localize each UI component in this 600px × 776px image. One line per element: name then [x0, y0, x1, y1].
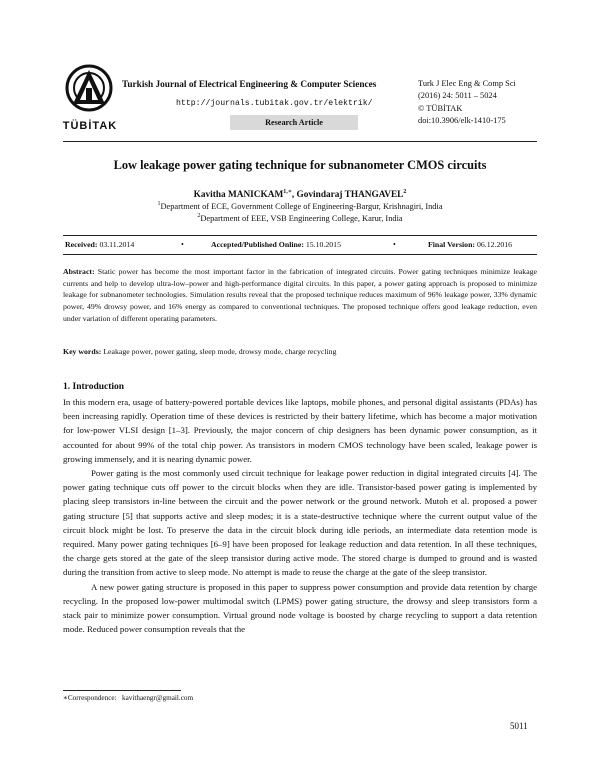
- footnote-rule: [63, 690, 181, 691]
- footnote-label: Correspondence:: [67, 694, 117, 702]
- journal-meta: [418, 78, 516, 127]
- section-heading: 1. Introduction: [63, 382, 125, 392]
- section-body: [63, 395, 537, 636]
- doi-link[interactable]: doi:10.3906/elk-1410-175: [418, 115, 506, 125]
- affil-text: Department of EEE, VSB Engineering College, Karur, India: [200, 214, 403, 223]
- header-divider: [63, 141, 537, 142]
- body-paragraph: Power gating is the most commonly used circuit technique for leakage power reduction in digital integrated circuits [4]. The power gating technique cuts off power to the circuit blocks when they are idle. Transistor-based power gating is implemented by placing sleep transistors in-line between the circuit and the power network or the ground network. Mutoh et al. proposed a power gating structure [5] that supports active and sleep modes; it is a state-destructive technique where the current output value of the circuit block might be lost. To preserve the data in the circuit block during idle periods, an intermediate data retention mode is required. Many power gating techniques [6–9] have been proposed for leakage reduction and data retention. In all these techniques, the charge gets stored at the gate of the sleep transistor during active mode. The stored charge is dumped to ground and is wasted during the transition from active to sleep mode. No attempt is made to reuse the charge at the gate of the sleep transistor.: [63, 468, 537, 578]
- author-separator: ,: [291, 190, 297, 200]
- affiliation-2: [0, 214, 600, 223]
- keywords-label: Key words:: [63, 347, 102, 356]
- logo-wordmark: TÜBİTAK: [62, 120, 118, 132]
- abstract-text: Static power has become the most important factor in the fabrication of integrated circuits. Power gating techniques minimize leakage currents and help to develop ultra-low–power and high-performance digital circuits. In this paper, a power gating approach is proposed to minimize leakage for subnanometer technologies. Simulation results reveal that the proposed technique reduces maximum of 96% leakage power, 33% dynamic power, 49% drowsy power, and 16% energy as compared to conventional techniques. The proposed technique offers good leakage reduction, even under variation of different operating parameters.: [63, 267, 538, 323]
- accepted-date: Accepted/Published Online: 15.10.2015: [211, 240, 341, 249]
- author-affil-mark: 2: [403, 188, 407, 195]
- copyright: © TÜBİTAK: [418, 103, 463, 113]
- final-date: Final Version: 06.12.2016: [428, 240, 513, 249]
- footnote: [63, 693, 193, 702]
- journal-url-link[interactable]: http://journals.tubitak.gov.tr/elektrik/: [176, 99, 373, 108]
- journal-name: Turkish Journal of Electrical Engineering & Computer Sciences: [122, 80, 377, 90]
- page-number: 5011: [510, 721, 528, 731]
- dates-row: [63, 240, 537, 252]
- author-line: [0, 190, 600, 200]
- keywords: [63, 346, 537, 358]
- author-name: Kavitha MANICKAM: [193, 190, 284, 200]
- paper-title: Low leakage power gating technique for subnanometer CMOS circuits: [113, 158, 487, 172]
- abstract-label: Abstract:: [63, 267, 95, 276]
- bullet-icon: •: [393, 240, 396, 249]
- author-affil-mark: 1,∗: [283, 188, 292, 195]
- article-type-badge: Research Article: [230, 115, 358, 130]
- body-paragraph: A new power gating structure is proposed in this paper to suppress power consumption and provide data retention by charge recycling. In the proposed low-power multimodal switch (LPMS) power gating structure, the drowsy and sleep transistors form a stack pair to minimize power consumption. Virtual ground node voltage is boosted by charge recycling to support a data retention mode. Reduced power consumption reveals that the: [63, 581, 537, 635]
- abstract: [63, 266, 537, 325]
- affiliation-1: [0, 202, 600, 211]
- author-name: Govindaraj THANGAVEL: [296, 190, 404, 200]
- journal-abbrev: Turk J Elec Eng & Comp Sci: [418, 79, 516, 88]
- footnote-mark: ∗: [63, 694, 68, 702]
- received-date: Received: 03.11.2014: [65, 240, 135, 249]
- dates-bottom-rule: [63, 254, 537, 255]
- affil-mark: 1: [157, 201, 161, 208]
- citation: (2016) 24: 5011 – 5024: [418, 91, 497, 101]
- dates-top-rule: [63, 235, 537, 236]
- affil-mark: 2: [197, 213, 201, 220]
- bullet-icon: •: [181, 240, 184, 249]
- body-paragraph: In this modern era, usage of battery-powered portable devices like laptops, mobile phones, and personal digital assistants (PDAs) has been increasing rapidly. Operation time of these devices is restricted by their battery lifetime, which has become a major motivation for low-power VLSI design [1–3]. Previously, the major concern of chip designers has been dynamic power consumption, as it accounted for about 99% of the total chip power. As transistors in modern CMOS technology have been scaled, leakage power is growing immensely, and it is nearing dynamic power.: [63, 397, 537, 464]
- correspondence-email[interactable]: kavithaengr@gmail.com: [121, 694, 194, 702]
- keywords-text: Leakage power, power gating, sleep mode, drowsy mode, charge recycling: [103, 347, 337, 356]
- affil-text: Department of ECE, Government College of Engineering-Bargur, Krishnagiri, India: [160, 202, 443, 211]
